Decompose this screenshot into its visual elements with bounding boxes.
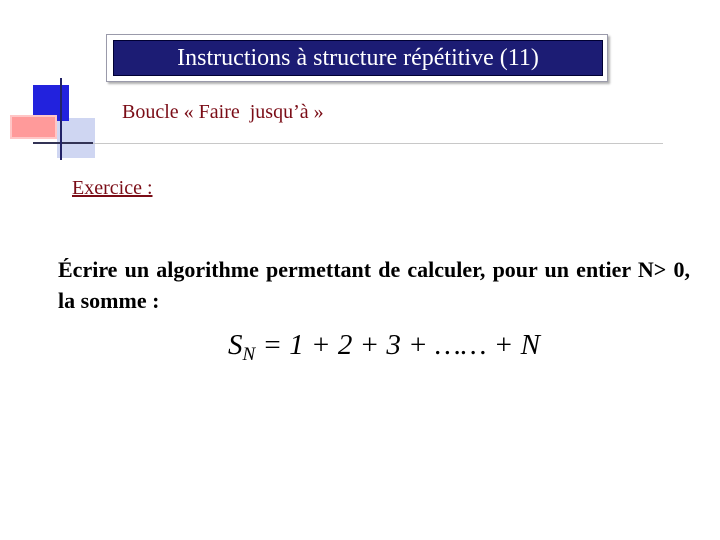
decorative-pink-bar-inner bbox=[12, 117, 55, 137]
title-frame bbox=[106, 34, 608, 82]
decorative-horizontal-rule bbox=[33, 143, 663, 144]
slide-title: Instructions à structure répétitive (11) bbox=[113, 40, 603, 76]
decorative-horizontal-rule-dark bbox=[33, 142, 93, 144]
formula-expression: = 1 + 2 + 3 + …… + N bbox=[255, 329, 540, 361]
slide-subtitle: Boucle « Faire jusqu’à » bbox=[122, 101, 324, 123]
decorative-vertical-line bbox=[60, 78, 62, 160]
sum-formula bbox=[228, 329, 540, 366]
exercise-statement: Écrire un algorithme permettant de calculer, pour un entier N> 0, la somme : bbox=[58, 257, 690, 313]
formula-symbol: S bbox=[228, 329, 243, 361]
formula-subscript: N bbox=[242, 344, 256, 365]
exercise-label: Exercice : bbox=[72, 177, 153, 199]
decorative-lightblue-square bbox=[57, 118, 95, 158]
